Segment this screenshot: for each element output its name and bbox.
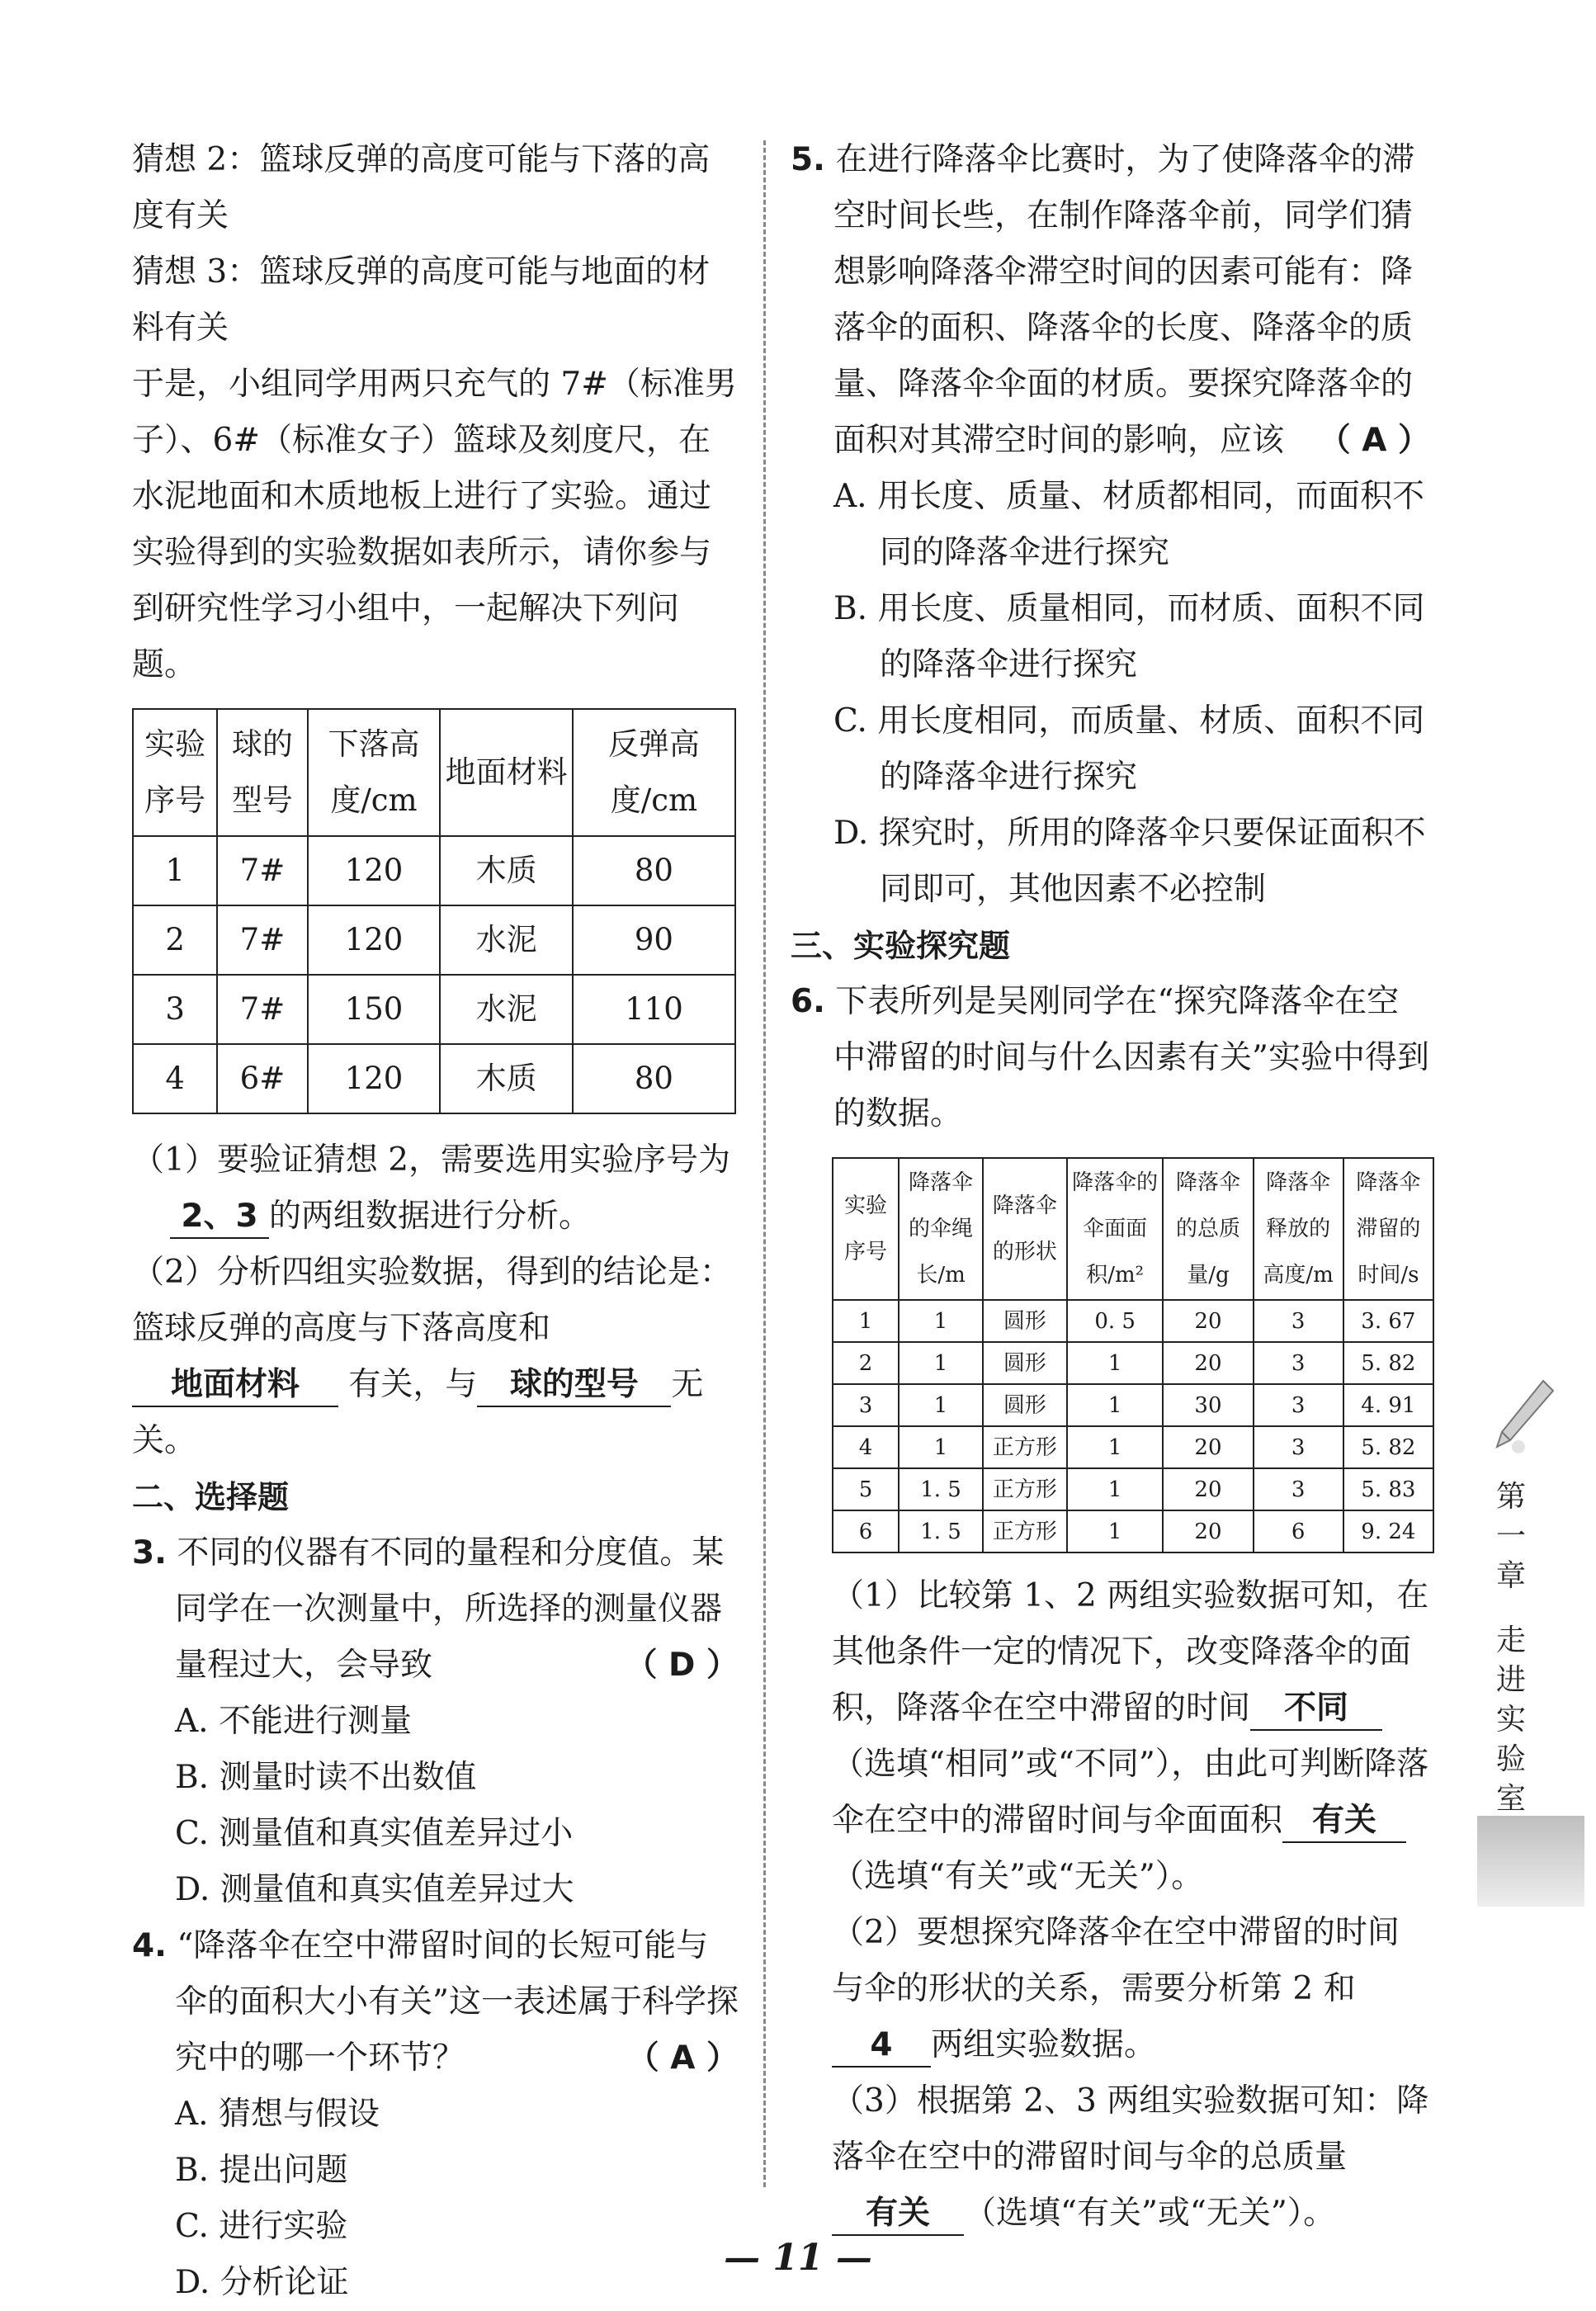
table-cell: 1 — [1067, 1384, 1163, 1426]
question-6 — [791, 974, 1430, 1142]
option: B. 用长度、质量相同，而材质、面积不同的降落伞进行探究 — [833, 590, 1425, 683]
pencil-icon — [1485, 1374, 1560, 1457]
table-cell: 5. 82 — [1343, 1426, 1433, 1468]
table-cell: 1 — [899, 1384, 983, 1426]
sub-question-1-tail: （选填“有关”或“无关”）。 — [832, 1858, 1204, 1895]
table-cell: 4 — [133, 1044, 217, 1113]
table-header-cell: 降落伞的形状 — [983, 1158, 1067, 1300]
table-header-cell: 降落伞滞留的时间/s — [1343, 1158, 1433, 1300]
left-column — [132, 132, 739, 2311]
table-cell: 80 — [573, 836, 735, 905]
sub-question-2-text: （2）要想探究降落伞在空中滞留的时间与伞的形状的关系，需要分析第 2 和 — [832, 1914, 1400, 2007]
table-header-cell: 球的型号 — [217, 709, 308, 836]
table-cell: 3 — [833, 1384, 899, 1426]
side-char: 章 — [1495, 1559, 1526, 1593]
question-2-mid: 有关，与 — [348, 1366, 478, 1403]
table-cell: 90 — [573, 905, 735, 975]
table-header-cell: 地面材料 — [440, 709, 573, 836]
table-header-cell: 实验序号 — [133, 709, 217, 836]
table-header-cell: 反弹高度/cm — [573, 709, 735, 836]
table-cell: 3. 67 — [1343, 1300, 1433, 1342]
table-cell: 5. 82 — [1343, 1342, 1433, 1384]
table-cell: 1 — [1067, 1510, 1163, 1552]
option: C. 测量值和真实值差异过小 — [175, 1815, 574, 1852]
table-cell: 110 — [573, 975, 735, 1044]
table-cell: 1 — [133, 836, 217, 905]
answer-choice: （ D ） — [625, 1647, 739, 1684]
table-cell: 3 — [1254, 1384, 1343, 1426]
table-row — [133, 836, 735, 905]
question-4 — [132, 1918, 739, 2087]
table-cell: 正方形 — [983, 1468, 1067, 1510]
table-cell: 3 — [1254, 1342, 1343, 1384]
column-divider — [763, 140, 766, 2187]
section-heading: 二、选择题 — [132, 1479, 290, 1515]
table-cell: 圆形 — [983, 1342, 1067, 1384]
question-number: 6. — [791, 983, 825, 1020]
experiment-intro: 于是，小组同学用两只充气的 7#（标准男子）、6#（标准女子）篮球及刻度尺，在水泥地面和木质地板上进行了实验。通过实验得到的实验数据如表所示，请你参与到研究性学习小组中，一起解决下列问题。 — [132, 366, 737, 683]
table-cell: 1 — [1067, 1426, 1163, 1468]
question-5-text: 在进行降落伞比赛时，为了使降落伞的滞空时间长些，在制作降落伞前，同学们猜想影响降落伞滞空时间的因素可能有：降落伞的面积、降落伞的长度、降落伞的质量、降落伞伞面的材质。要探究降落伞的面积对其滞空时间的影响，应该 — [833, 141, 1415, 459]
sub-question-1-text: （1）比较第 1、2 两组实验数据可知，在其他条件一定的情况下，改变降落伞的面积，降落伞在空中滞留的时间 — [832, 1577, 1429, 1727]
table-cell: 3 — [133, 975, 217, 1044]
section-heading: 三、实验探究题 — [791, 928, 1011, 964]
question-3-text: 不同的仪器有不同的量程和分度值。某同学在一次测量中，所选择的测量仪器量程过大，会导致 — [175, 1534, 725, 1684]
right-column — [791, 132, 1430, 2242]
table-cell: 20 — [1163, 1468, 1253, 1510]
question-6-text: 下表所列是吴刚同学在“探究降落伞在空中滞留的时间与什么因素有关”实验中得到的数据。 — [833, 983, 1429, 1132]
table-cell: 20 — [1163, 1510, 1253, 1552]
table-header-cell: 降落伞的伞绳长/m — [899, 1158, 983, 1300]
table-cell: 5 — [833, 1468, 899, 1510]
table-cell: 7# — [217, 975, 308, 1044]
question-2-tail: 无关。 — [132, 1366, 704, 1459]
table-header-cell: 降落伞的伞面面积/m² — [1067, 1158, 1163, 1300]
question-number: 3. — [132, 1534, 167, 1571]
table-row — [133, 975, 735, 1044]
sub-question-2-tail: 两组实验数据。 — [931, 2026, 1157, 2063]
question-3 — [132, 1525, 739, 1694]
option: C. 用长度相同，而质量、材质、面积不同的降落伞进行探究 — [833, 702, 1425, 796]
page-number: — 11 — — [724, 2237, 872, 2279]
answer-choice: （ A ） — [1318, 422, 1430, 459]
table-cell: 120 — [308, 905, 441, 975]
table-cell: 1 — [1067, 1342, 1163, 1384]
table-cell: 水泥 — [440, 905, 573, 975]
sub-question-2 — [791, 1905, 1430, 2073]
table-header-cell: 下落高度/cm — [308, 709, 441, 836]
option: D. 探究时，所用的降落伞只要保证面积不同即可，其他因素不必控制 — [833, 815, 1426, 908]
table-cell: 7# — [217, 905, 308, 975]
sub-question-3 — [791, 2073, 1430, 2242]
option: C. 进行实验 — [175, 2208, 348, 2245]
table-cell: 圆形 — [983, 1300, 1067, 1342]
option: A. 猜想与假设 — [175, 2096, 380, 2133]
option: B. 测量时读不出数值 — [175, 1759, 477, 1796]
option: D. 测量值和真实值差异过大 — [175, 1871, 574, 1908]
table-row — [833, 1384, 1433, 1426]
table-cell: 80 — [573, 1044, 735, 1113]
table-cell: 120 — [308, 1044, 441, 1113]
question-5 — [791, 132, 1430, 469]
question-1 — [132, 1132, 739, 1245]
answer-blank: 有关 — [832, 2193, 964, 2236]
table-cell: 圆形 — [983, 1384, 1067, 1426]
table-cell: 6 — [1254, 1510, 1343, 1552]
table-cell: 1 — [899, 1342, 983, 1384]
chapter-side-tab — [1485, 1477, 1537, 1819]
answer-blank: 有关 — [1282, 1800, 1406, 1843]
table-row — [833, 1426, 1433, 1468]
answer-choice: （ A ） — [626, 2039, 739, 2077]
table-cell: 正方形 — [983, 1510, 1067, 1552]
table-cell: 4. 91 — [1343, 1384, 1433, 1426]
question-number: 5. — [791, 141, 825, 178]
table-cell: 2 — [833, 1342, 899, 1384]
answer-blank: 4 — [832, 2025, 931, 2068]
table-row — [133, 905, 735, 975]
table-row — [833, 1342, 1433, 1384]
question-4-text: “降落伞在空中滞留时间的长短可能与伞的面积大小有关”这一表述属于科学探究中的哪一个环节？ — [175, 1927, 739, 2077]
side-gradient-bar — [1477, 1816, 1584, 1907]
sub-question-1-mid: （选填“相同”或“不同”），由此可判断降落伞在空中的滞留时间与伞面面积 — [832, 1746, 1429, 1839]
side-char: 走 — [1495, 1623, 1526, 1657]
table-cell: 1 — [833, 1300, 899, 1342]
sub-question-3-tail: （选填“有关”或“无关”）。 — [964, 2195, 1336, 2232]
guess-2: 猜想 2：篮球反弹的高度可能与下落的高度有关 — [132, 141, 711, 234]
table-cell: 正方形 — [983, 1426, 1067, 1468]
table-row — [833, 1300, 1433, 1342]
table-header-row — [133, 709, 735, 836]
parachute-table — [832, 1157, 1434, 1553]
answer-blank: 2、3 — [170, 1196, 269, 1239]
side-char: 第 — [1495, 1480, 1526, 1514]
question-2 — [132, 1245, 739, 1469]
answer-blank: 地面材料 — [132, 1364, 338, 1407]
table-cell: 4 — [833, 1426, 899, 1468]
question-2-text: （2）分析四组实验数据，得到的结论是：篮球反弹的高度与下落高度和 — [132, 1254, 732, 1347]
table-header-cell: 降落伞释放的高度/m — [1254, 1158, 1343, 1300]
table-cell: 水泥 — [440, 975, 573, 1044]
answer-blank: 不同 — [1250, 1688, 1382, 1731]
table-cell: 1 — [1067, 1468, 1163, 1510]
table-cell: 120 — [308, 836, 441, 905]
table-cell: 20 — [1163, 1300, 1253, 1342]
table-row — [833, 1510, 1433, 1552]
side-char: 室 — [1495, 1782, 1526, 1816]
guess-3: 猜想 3：篮球反弹的高度可能与地面的材料有关 — [132, 253, 711, 347]
table-cell: 1. 5 — [899, 1510, 983, 1552]
table-cell: 7# — [217, 836, 308, 905]
table-cell: 6 — [833, 1510, 899, 1552]
side-char: 验 — [1495, 1742, 1526, 1776]
table-header-cell: 降落伞的总质量/g — [1163, 1158, 1253, 1300]
table-header-cell: 实验序号 — [833, 1158, 899, 1300]
table-cell: 3 — [1254, 1468, 1343, 1510]
table-cell: 1 — [899, 1426, 983, 1468]
table-cell: 6# — [217, 1044, 308, 1113]
answer-blank: 球的型号 — [477, 1364, 671, 1407]
table-cell: 木质 — [440, 1044, 573, 1113]
table-cell: 木质 — [440, 836, 573, 905]
option: A. 不能进行测量 — [175, 1703, 412, 1740]
option: D. 分析论证 — [175, 2264, 349, 2301]
basketball-table — [132, 708, 736, 1114]
table-cell: 1 — [899, 1300, 983, 1342]
table-row — [833, 1468, 1433, 1510]
table-cell: 5. 83 — [1343, 1468, 1433, 1510]
table-cell: 0. 5 — [1067, 1300, 1163, 1342]
table-cell: 150 — [308, 975, 441, 1044]
table-header-row — [833, 1158, 1433, 1300]
side-char: 进 — [1495, 1663, 1526, 1697]
option: B. 提出问题 — [175, 2152, 348, 2189]
table-cell: 3 — [1254, 1426, 1343, 1468]
question-1-tail: 的两组数据进行分析。 — [269, 1198, 592, 1235]
table-cell: 2 — [133, 905, 217, 975]
sub-question-3-text: （3）根据第 2、3 两组实验数据可知：降落伞在空中的滞留时间与伞的总质量 — [832, 2082, 1429, 2176]
table-cell: 30 — [1163, 1384, 1253, 1426]
sub-question-1 — [791, 1568, 1430, 1905]
table-cell: 3 — [1254, 1300, 1343, 1342]
table-cell: 20 — [1163, 1426, 1253, 1468]
table-cell: 9. 24 — [1343, 1510, 1433, 1552]
table-row — [133, 1044, 735, 1113]
question-number: 4. — [132, 1927, 167, 1964]
table-cell: 1. 5 — [899, 1468, 983, 1510]
side-char: 实 — [1495, 1703, 1526, 1737]
option: A. 用长度、质量、材质都相同，而面积不同的降落伞进行探究 — [833, 478, 1424, 571]
side-char: 一 — [1495, 1519, 1526, 1553]
table-cell: 20 — [1163, 1342, 1253, 1384]
question-1-text: （1）要验证猜想 2，需要选用实验序号为 — [132, 1141, 731, 1179]
